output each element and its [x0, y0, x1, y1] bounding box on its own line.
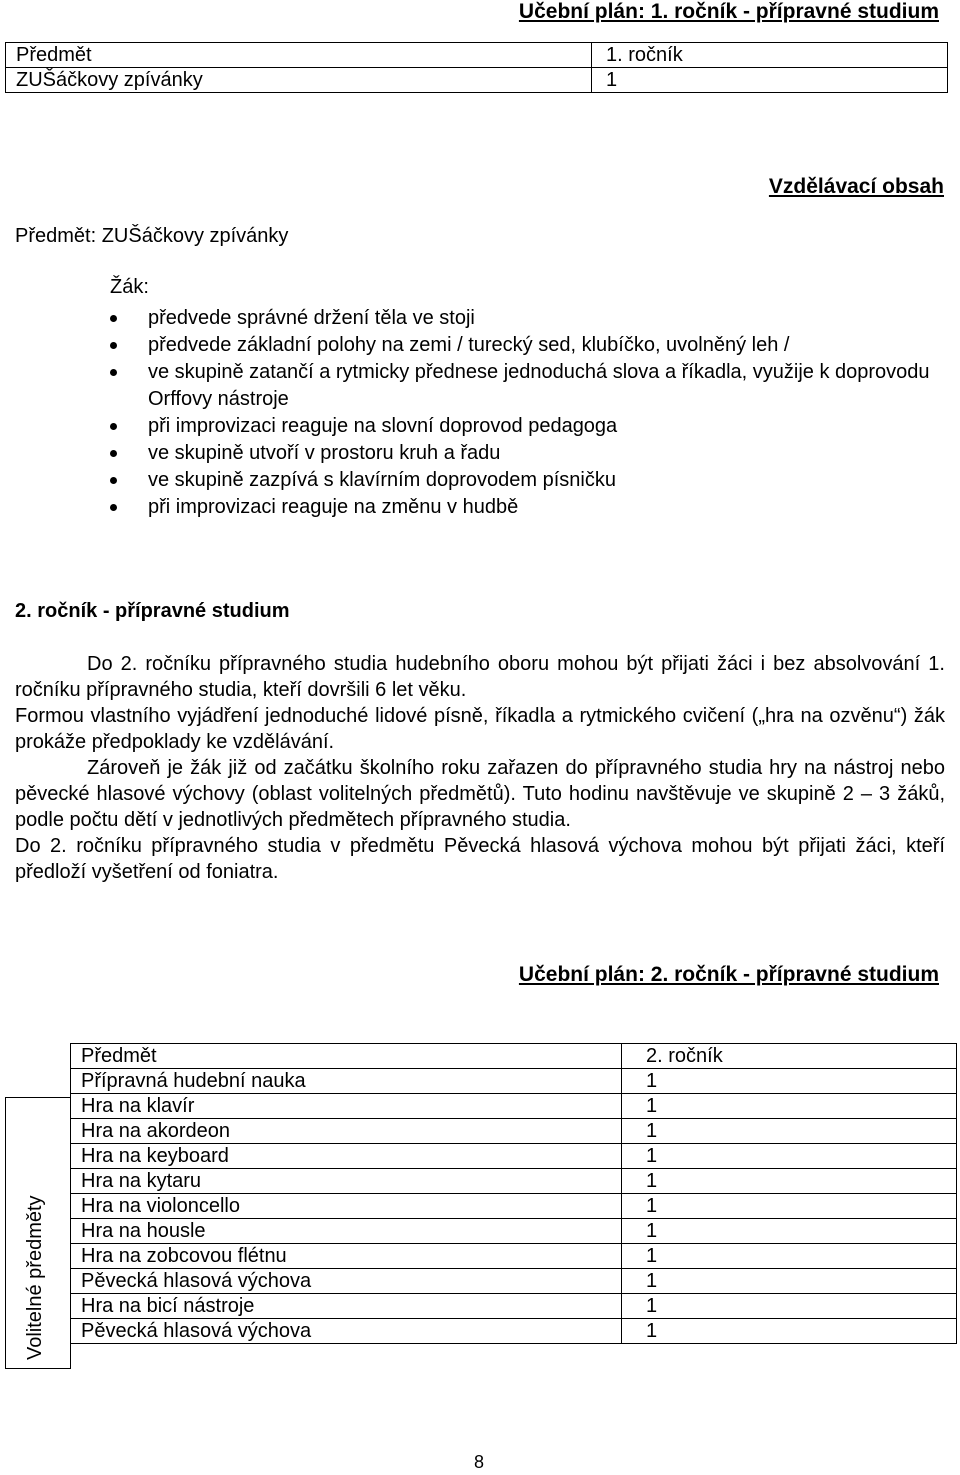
year2-text — [15, 651, 945, 885]
table-row — [71, 1094, 957, 1119]
table-row — [71, 1119, 957, 1144]
plan2-header-row — [71, 1044, 957, 1069]
plan1-header-row — [6, 43, 948, 68]
lessons-cell: 1 — [622, 1194, 957, 1219]
list-item: při improvizaci reaguje na slovní doprovod pedagoga — [110, 413, 945, 440]
list-item: při improvizaci reaguje na změnu v hudbě — [110, 494, 945, 521]
plan2-heading: Učební plán: 2. ročník - přípravné studium — [518, 963, 939, 986]
year2-paragraph: Do 2. ročníku přípravného studia v předmětu Pěvecká hlasová výchova mohou být přijati žáci, kteří předloží vyšetření od foniatra. — [15, 835, 945, 883]
side-label: Volitelné předměty — [24, 1195, 46, 1360]
year2-paragraph: Formou vlastního vyjádření jednoduché lidové písně, říkadla a rytmického cvičení („hra na ozvěnu“) žák prokáže předpoklady ke vzdělávání. — [15, 705, 945, 753]
subject-cell: Hra na violoncello — [71, 1194, 622, 1219]
lessons-cell: 1 — [622, 1319, 957, 1344]
lessons-cell: 1 — [622, 1094, 957, 1119]
list-item: ve skupině zazpívá s klavírním doprovodem písničku — [110, 467, 945, 494]
table-row — [71, 1144, 957, 1169]
subject-cell: Hra na housle — [71, 1219, 622, 1244]
table-row — [71, 1219, 957, 1244]
lessons-cell: 1 — [622, 1169, 957, 1194]
subject-cell: Přípravná hudební nauka — [71, 1069, 622, 1094]
subject-cell: ZUŠáčkovy zpívánky — [6, 68, 592, 93]
lessons-cell: 1 — [622, 1144, 957, 1169]
list-item: předvede správné držení těla ve stoji — [110, 305, 945, 332]
table-row — [6, 68, 948, 93]
subject-cell: Hra na bicí nástroje — [71, 1294, 622, 1319]
lessons-cell: 1 — [622, 1294, 957, 1319]
lessons-cell: 1 — [622, 1269, 957, 1294]
plan1-header-year: 1. ročník — [592, 43, 948, 68]
list-item: ve skupině zatančí a rytmicky přednese jednoduchá slova a říkadla, využije k doprovodu Orffovy nástroje — [110, 359, 945, 413]
plan1-header-subject: Předmět — [6, 43, 592, 68]
table-row — [71, 1194, 957, 1219]
subject-cell: Hra na klavír — [71, 1094, 622, 1119]
table-row — [71, 1169, 957, 1194]
subject-cell: Hra na kytaru — [71, 1169, 622, 1194]
subject-cell: Hra na keyboard — [71, 1144, 622, 1169]
year2-paragraph: Do 2. ročníku přípravného studia hudebního oboru mohou být přijati žáci i bez absolvování 1. ročníku přípravného studia, kteří dovršili 6 let věku. — [15, 653, 945, 701]
plan2-header-subject: Předmět — [71, 1044, 622, 1069]
subject-heading: Předmět: ZUŠáčkovy zpívánky — [15, 225, 289, 247]
lessons-cell: 1 — [622, 1119, 957, 1144]
plan1-heading: Učební plán: 1. ročník - přípravné studium — [518, 0, 939, 23]
lessons-cell: 1 — [622, 1219, 957, 1244]
table-row — [71, 1319, 957, 1344]
list-item: předvede základní polohy na zemi / turecký sed, klubíčko, uvolněný leh / — [110, 332, 945, 359]
subject-cell: Pěvecká hlasová výchova — [71, 1319, 622, 1344]
outcomes-list — [110, 305, 945, 521]
plan2-header-year: 2. ročník — [622, 1044, 957, 1069]
side-label-box — [5, 1097, 71, 1369]
content-heading: Vzdělávací obsah — [768, 175, 944, 198]
subject-cell: Pěvecká hlasová výchova — [71, 1269, 622, 1294]
table-row — [71, 1294, 957, 1319]
table-row — [71, 1244, 957, 1269]
lessons-cell: 1 — [622, 1069, 957, 1094]
year2-heading: 2. ročník - přípravné studium — [15, 600, 290, 622]
list-item: ve skupině utvoří v prostoru kruh a řadu — [110, 440, 945, 467]
outcomes-list-wrap — [110, 305, 945, 521]
subject-cell: Hra na akordeon — [71, 1119, 622, 1144]
lessons-cell: 1 — [622, 1244, 957, 1269]
table-row — [71, 1069, 957, 1094]
subject-cell: Hra na zobcovou flétnu — [71, 1244, 622, 1269]
year2-paragraph: Zároveň je žák již od začátku školního roku zařazen do přípravného studia hry na nástroj nebo pěvecké hlasové výchovy (oblast volitelných předmětů). Tuto hodinu navštěvuje ve skupině 2 – 3 žáků, podle počtu dětí v jednotlivých předmětech přípravného studia. — [15, 757, 945, 831]
plan1-table — [5, 42, 948, 93]
plan2-table — [70, 1043, 957, 1344]
lessons-cell: 1 — [592, 68, 948, 93]
table-row — [71, 1269, 957, 1294]
student-label: Žák: — [110, 276, 149, 298]
page-number: 8 — [474, 1452, 485, 1472]
